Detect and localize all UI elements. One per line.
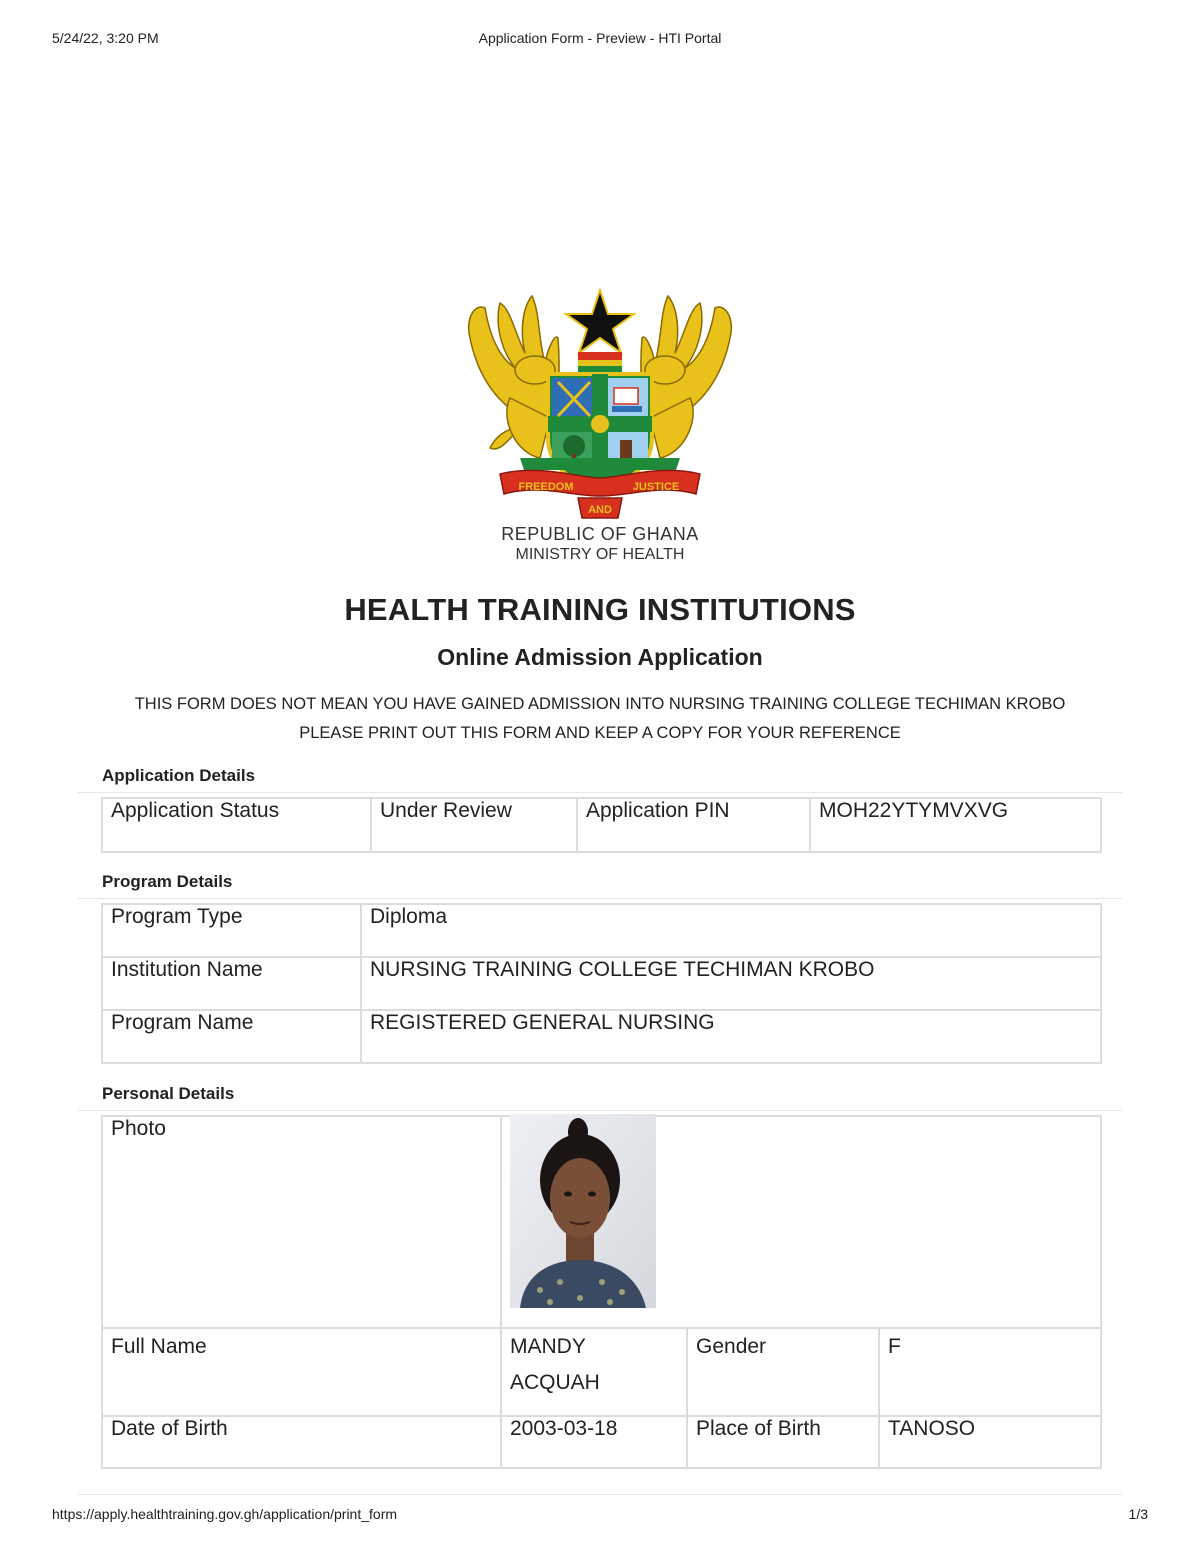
program-details-heading: Program Details [102,872,233,891]
table-row [102,1328,1101,1416]
table-row [102,1116,1101,1328]
table-row [102,798,1101,852]
program-name-value: REGISTERED GENERAL NURSING [361,1010,1101,1063]
section-divider [78,792,1122,793]
emblem-republic-text: REPUBLIC OF GHANA [501,524,699,544]
program-details-table [101,903,1102,1064]
institution-name-label: Institution Name [102,957,361,1010]
gender-value: F [879,1328,1101,1416]
dob-value: 2003-03-18 [501,1416,687,1468]
gender-label: Gender [687,1328,879,1416]
print-url: https://apply.healthtraining.gov.gh/application/print_form [52,1506,398,1522]
section-divider [78,898,1122,899]
application-details-table [101,797,1102,853]
application-pin-label: Application PIN [577,798,810,852]
place-of-birth-value: TANOSO [879,1416,1101,1468]
page-title: HEALTH TRAINING INSTITUTIONS [344,592,856,627]
print-datetime: 5/24/22, 3:20 PM [52,30,159,46]
application-status-label: Application Status [102,798,371,852]
full-name-label: Full Name [102,1328,501,1416]
photo-cell [501,1116,1101,1328]
applicant-photo [510,1114,656,1308]
place-of-birth-label: Place of Birth [687,1416,879,1468]
table-row [102,1416,1101,1468]
admission-notice: THIS FORM DOES NOT MEAN YOU HAVE GAINED ADMISSION INTO NURSING TRAINING COLLEGE TECHIMAN KROBO PLEASE PRINT OUT THIS FORM AND KEEP A COPY FOR YOUR REFERENCE [134,695,1066,742]
dob-label: Date of Birth [102,1416,501,1468]
emblem-ministry-text: MINISTRY OF HEALTH [515,546,685,563]
personal-details-table [101,1115,1102,1469]
table-row [102,1010,1101,1063]
coat-of-arms [440,278,760,524]
application-status-value: Under Review [371,798,577,852]
full-name-value: MANDY ACQUAH [501,1328,687,1416]
section-divider [78,1110,1122,1111]
print-page-title: Application Form - Preview - HTI Portal [478,30,722,46]
table-row [102,904,1101,957]
motto-justice: JUSTICE [632,481,680,493]
table-row [102,957,1101,1010]
application-pin-value: MOH22YTYMVXVG [810,798,1101,852]
photo-label: Photo [102,1116,501,1328]
page-subtitle: Online Admission Application [437,644,763,670]
motto-and: AND [588,504,612,516]
application-details-heading: Application Details [102,766,256,785]
program-name-label: Program Name [102,1010,361,1063]
institution-name-value: NURSING TRAINING COLLEGE TECHIMAN KROBO [361,957,1101,1010]
personal-details-heading: Personal Details [102,1084,235,1103]
ghana-coat-of-arms-icon [440,278,760,524]
motto-freedom: FREEDOM [518,481,574,493]
footer-divider [78,1494,1122,1495]
print-page-number: 1/3 [1128,1506,1148,1522]
program-type-value: Diploma [361,904,1101,957]
program-type-label: Program Type [102,904,361,957]
